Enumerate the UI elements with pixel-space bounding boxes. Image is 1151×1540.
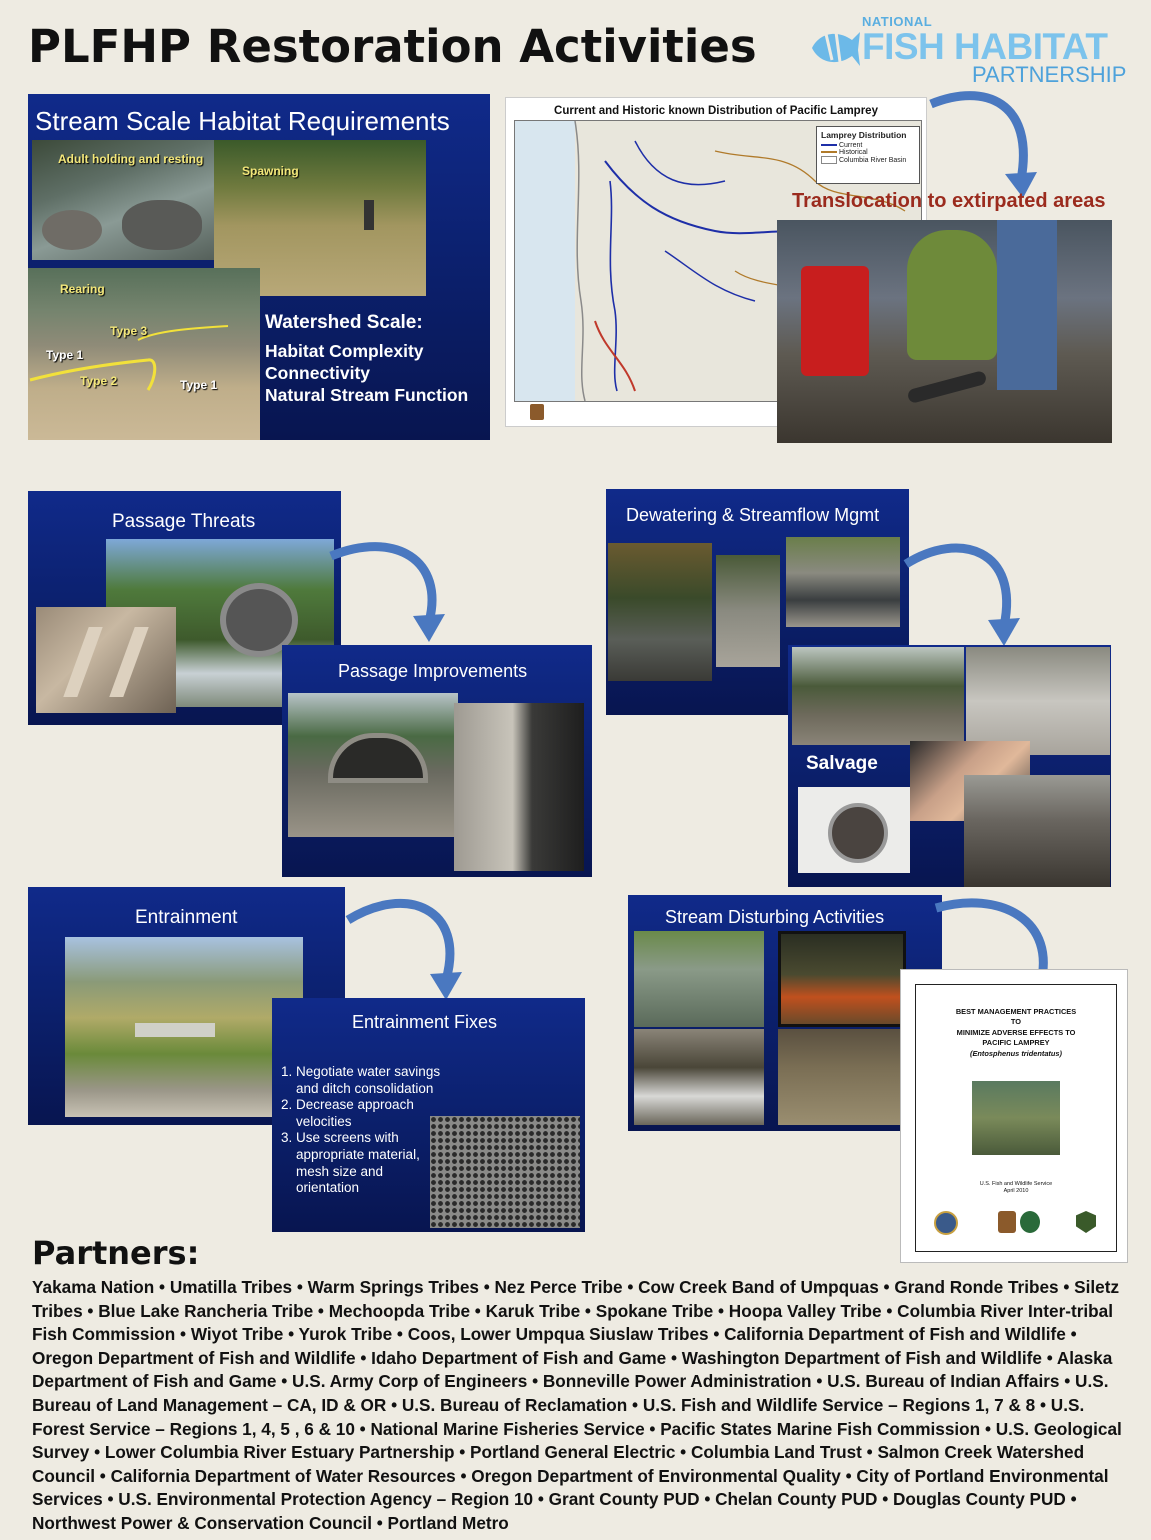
curved-arrow-icon — [342, 884, 472, 1002]
stream-scale-heading: Stream Scale Habitat Requirements — [35, 106, 450, 136]
legend-historical: Historical — [838, 149, 868, 156]
fix-item: 2. Decrease approach velocities — [296, 1097, 446, 1130]
nfhp-logo — [806, 12, 1127, 87]
bmp-document — [900, 969, 1128, 1263]
photo-fishway — [454, 703, 584, 871]
translocation-label: Translocation to extirpated areas — [792, 190, 1106, 212]
bmp-footer — [916, 1181, 1116, 1195]
label-type-1-right: Type 1 — [180, 378, 218, 392]
logo-national: NATIONAL — [862, 14, 933, 29]
photo-bridge-culvert — [288, 693, 458, 837]
entrainment-title: Entrainment — [135, 907, 238, 928]
photo-winter-stream — [634, 1029, 764, 1125]
photo-fish-ladder — [36, 607, 176, 713]
dewatering-title: Dewatering & Streamflow Mgmt — [626, 505, 880, 525]
label-spawning: Spawning — [242, 164, 299, 178]
photo-salvage-crew — [792, 647, 964, 745]
bmp-agency: U.S. Fish and Wildlife Service — [979, 1181, 1053, 1187]
watershed-item: Habitat Complexity — [265, 341, 424, 361]
bmp-line: PACIFIC LAMPREY — [982, 1038, 1050, 1048]
bmp-document-page — [915, 984, 1117, 1252]
label-rearing: Rearing — [60, 282, 105, 296]
label-type-3: Type 3 — [110, 324, 148, 338]
photo-electrofishing — [966, 647, 1110, 755]
stream-disturbing-title: Stream Disturbing Activities — [665, 907, 885, 927]
fix-item: 3. Use screens with appropriate material, mesh size and orientation — [296, 1130, 446, 1196]
watershed-list — [265, 340, 468, 406]
map-title: Current and Historic known Distribution of Pacific Lamprey — [554, 105, 878, 117]
photo-dewatering-1 — [608, 543, 712, 681]
curved-arrow-icon — [925, 82, 1045, 202]
label-type-2: Type 2 — [80, 374, 118, 388]
bmp-title — [916, 1007, 1116, 1059]
fish-logo-icon — [808, 20, 862, 70]
bmp-line: BEST MANAGEMENT PRACTICES — [955, 1007, 1077, 1016]
blm-logo-icon — [1020, 1211, 1040, 1233]
stream-scale-panel — [28, 94, 490, 440]
label-adult-holding: Adult holding and resting — [58, 152, 204, 166]
entrainment-fixes-list — [278, 1064, 446, 1197]
photo-translocation — [777, 220, 1112, 443]
photo-salvage-bucket — [964, 775, 1110, 887]
watershed-item: Connectivity — [265, 363, 371, 383]
bmp-line: TO — [1010, 1017, 1022, 1027]
label-type-1-left: Type 1 — [46, 348, 84, 362]
bmp-line: (Entosphenus tridentatus) — [970, 1048, 1062, 1058]
usfws-shield-icon — [998, 1211, 1016, 1233]
passage-improvements-title: Passage Improvements — [338, 661, 528, 681]
entrainment-fixes-panel — [272, 998, 585, 1232]
salvage-panel — [788, 645, 1111, 887]
page-title: PLFHP Restoration Activities — [28, 20, 757, 73]
logo-fish-habitat: FISH HABITAT — [862, 26, 1108, 67]
salvage-label: Salvage — [806, 753, 878, 774]
stream-disturbing-panel — [628, 895, 942, 1131]
partners-heading: Partners: — [32, 1234, 200, 1272]
photo-diversion-dam — [65, 937, 303, 1117]
entrainment-fixes-title: Entrainment Fixes — [352, 1012, 498, 1032]
photo-fish-screen — [430, 1116, 580, 1228]
passage-threats-title: Passage Threats — [112, 511, 256, 532]
photo-prescribed-fire — [778, 931, 906, 1027]
usfws-emblem-icon — [530, 404, 544, 420]
legend-title: Lamprey Distribution — [821, 130, 907, 140]
partners-list: Yakama Nation • Umatilla Tribes • Warm Springs Tribes • Nez Perce Tribe • Cow Creek Band of Umpquas • Grand Ronde Tribes • Siletz Tribes • Blue Lake Rancheria Tribe • Mechoopda Tribe • Karuk Tribe • Spokane Tribe • Hoopa Valley Tribe • Columbia River Inter-tribal Fish Commission • Wiyot Tribe • Yurok Tribe • Coos, Lower Umpqua Siuslaw Tribes • California Department of Fish and Wildlife • Oregon Department of Fish and Wildlife • Idaho Department of Fish and Game • Washington Department of Fish and Wildlife • Alaska Department of Fish and Game • U.S. Army Corp of Engineers • Bonneville Power Administration • U.S. Bureau of Indian Affairs • U.S. Bureau of Land Management – CA, ID & OR • U.S. Bureau of Reclamation • U.S. Fish and Wildlife Service – Regions 1, 7 & 8 • U.S. Forest Service – Regions 1, 4, 5 , 6 & 10 • National Marine Fisheries Service • Pacific States Marine Fish Commission • U.S. Geological Survey • Lower Columbia River Estuary Partnership • Portland General Electric • Columbia Land Trust • Salmon Creek Watershed Council • California Department of Water Resources • Oregon Department of Environmental Quality • City of Portland Environmental Services • U.S. Environmental Protection Agency – Region 10 • Grant County PUD • Chelan County PUD • Douglas County PUD • Northwest Power & Conservation Council • Portland Metro — [32, 1277, 1122, 1533]
photo-rearing — [28, 268, 260, 440]
bmp-date: April 2010 — [1003, 1188, 1029, 1194]
photo-adult-holding — [32, 140, 214, 260]
photo-stream-work — [634, 931, 764, 1027]
logo-partnership: PARTNERSHIP — [972, 62, 1127, 87]
fix-item: 1. Negotiate water savings and ditch consolidation — [296, 1064, 446, 1097]
photo-dewatering-3 — [786, 537, 900, 627]
legend-basin: Columbia River Basin — [838, 156, 907, 164]
legend-current: Current — [838, 142, 863, 149]
bmp-lamprey-photo — [972, 1081, 1060, 1155]
photo-riparian — [778, 1029, 906, 1125]
photo-bucket — [798, 787, 910, 873]
curved-arrow-icon — [900, 530, 1030, 650]
map-legend — [816, 126, 920, 184]
bmp-line: MINIMIZE ADVERSE EFFECTS TO — [956, 1027, 1076, 1037]
agency-seal-icon — [934, 1211, 958, 1235]
curved-arrow-icon — [325, 530, 455, 646]
forest-service-shield-icon — [1076, 1211, 1096, 1233]
watershed-heading: Watershed Scale: — [265, 312, 423, 333]
passage-improvements-panel — [282, 645, 592, 877]
photo-dewatering-2 — [716, 555, 780, 667]
watershed-item: Natural Stream Function — [265, 385, 469, 405]
